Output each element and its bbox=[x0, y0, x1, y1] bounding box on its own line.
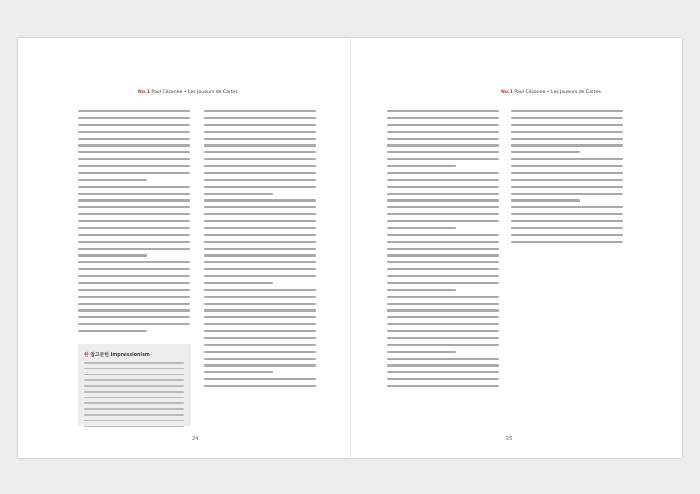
text-line bbox=[511, 234, 623, 236]
text-line bbox=[387, 303, 499, 305]
text-line bbox=[204, 351, 316, 353]
text-line bbox=[387, 289, 456, 291]
text-line bbox=[204, 151, 316, 153]
text-line bbox=[204, 385, 316, 387]
right-page bbox=[351, 38, 683, 458]
text-line bbox=[387, 364, 499, 366]
text-line bbox=[78, 131, 190, 133]
text-line bbox=[511, 131, 623, 133]
text-line bbox=[84, 374, 184, 376]
text-line bbox=[84, 420, 184, 422]
text-line bbox=[204, 138, 316, 140]
text-line bbox=[78, 234, 190, 236]
header-title: Paul Cézanne • Les Joueurs de Cartes bbox=[151, 90, 238, 95]
text-line bbox=[387, 213, 499, 215]
text-line bbox=[387, 330, 499, 332]
text-line bbox=[204, 364, 316, 366]
text-line bbox=[204, 261, 316, 263]
text-line bbox=[84, 408, 184, 410]
text-line bbox=[204, 124, 316, 126]
text-line bbox=[511, 138, 623, 140]
text-line bbox=[387, 358, 499, 360]
running-header bbox=[501, 90, 601, 95]
text-line bbox=[78, 323, 190, 325]
text-line bbox=[84, 402, 184, 404]
text-line bbox=[78, 303, 190, 305]
text-line bbox=[204, 268, 316, 270]
page-number: 24 bbox=[192, 436, 199, 442]
text-line bbox=[387, 337, 499, 339]
text-line bbox=[78, 124, 190, 126]
text-line bbox=[78, 172, 190, 174]
text-line bbox=[387, 206, 499, 208]
text-line bbox=[204, 165, 316, 167]
text-line bbox=[511, 193, 623, 195]
text-line bbox=[204, 234, 316, 236]
text-line bbox=[78, 254, 147, 256]
text-line bbox=[387, 220, 499, 222]
text-line bbox=[84, 426, 184, 428]
sidebar-title-mark: 한 bbox=[84, 353, 89, 358]
text-line bbox=[204, 323, 316, 325]
text-line bbox=[387, 254, 499, 256]
text-line bbox=[204, 206, 316, 208]
text-line bbox=[204, 358, 316, 360]
text-line bbox=[387, 275, 499, 277]
text-line bbox=[511, 206, 623, 208]
text-line bbox=[387, 158, 499, 160]
text-line bbox=[387, 165, 456, 167]
sidebar-text bbox=[84, 362, 184, 431]
text-line bbox=[387, 378, 499, 380]
text-line bbox=[204, 254, 316, 256]
text-line bbox=[78, 248, 190, 250]
sidebar-title bbox=[84, 351, 150, 358]
text-line bbox=[387, 248, 499, 250]
text-line bbox=[204, 117, 316, 119]
text-line bbox=[78, 261, 190, 263]
text-line bbox=[78, 158, 190, 160]
text-line bbox=[84, 391, 184, 393]
text-line bbox=[78, 220, 190, 222]
text-line bbox=[78, 110, 190, 112]
text-line bbox=[387, 186, 499, 188]
text-line bbox=[204, 227, 316, 229]
text-line bbox=[78, 138, 190, 140]
text-line bbox=[204, 199, 316, 201]
text-line bbox=[387, 110, 499, 112]
body-column-1 bbox=[387, 110, 499, 392]
text-line bbox=[387, 282, 499, 284]
text-line bbox=[78, 289, 190, 291]
text-line bbox=[84, 414, 184, 416]
text-line bbox=[387, 144, 499, 146]
text-line bbox=[78, 206, 190, 208]
text-line bbox=[78, 309, 190, 311]
text-line bbox=[204, 289, 316, 291]
text-line bbox=[84, 397, 184, 399]
text-line bbox=[204, 213, 316, 215]
text-line bbox=[204, 131, 316, 133]
text-line bbox=[84, 368, 184, 370]
text-line bbox=[78, 227, 190, 229]
text-line bbox=[387, 296, 499, 298]
text-line bbox=[78, 151, 190, 153]
header-number: No.1 bbox=[501, 90, 513, 95]
text-line bbox=[204, 275, 316, 277]
text-line bbox=[78, 193, 190, 195]
text-line bbox=[78, 199, 190, 201]
text-line bbox=[204, 316, 316, 318]
text-line bbox=[511, 186, 623, 188]
text-line bbox=[387, 351, 456, 353]
body-column-1 bbox=[78, 110, 190, 337]
text-line bbox=[204, 296, 316, 298]
text-line bbox=[78, 268, 190, 270]
text-line bbox=[78, 213, 190, 215]
text-line bbox=[387, 309, 499, 311]
text-line bbox=[387, 241, 499, 243]
text-line bbox=[387, 234, 499, 236]
text-line bbox=[204, 330, 316, 332]
text-line bbox=[511, 144, 623, 146]
text-line bbox=[204, 220, 316, 222]
text-line bbox=[387, 151, 499, 153]
text-line bbox=[78, 144, 190, 146]
sidebar-box bbox=[78, 344, 191, 426]
text-line bbox=[78, 179, 147, 181]
page-number: 25 bbox=[506, 436, 513, 442]
text-line bbox=[387, 316, 499, 318]
body-column-2 bbox=[204, 110, 316, 392]
text-line bbox=[78, 296, 190, 298]
text-line bbox=[387, 323, 499, 325]
text-line bbox=[78, 186, 190, 188]
text-line bbox=[204, 110, 316, 112]
text-line bbox=[204, 309, 316, 311]
header-number: No.1 bbox=[138, 90, 150, 95]
text-line bbox=[204, 193, 273, 195]
text-line bbox=[511, 158, 623, 160]
text-line bbox=[84, 385, 184, 387]
text-line bbox=[204, 344, 316, 346]
text-line bbox=[84, 362, 184, 364]
text-line bbox=[511, 151, 580, 153]
text-line bbox=[204, 303, 316, 305]
text-line bbox=[387, 261, 499, 263]
text-line bbox=[511, 213, 623, 215]
text-line bbox=[204, 158, 316, 160]
sidebar-title-text: 참고문헌 Impressionism bbox=[90, 353, 150, 358]
text-line bbox=[511, 110, 623, 112]
text-line bbox=[204, 179, 316, 181]
text-line bbox=[387, 344, 499, 346]
text-line bbox=[78, 282, 190, 284]
text-line bbox=[204, 371, 273, 373]
text-line bbox=[511, 172, 623, 174]
text-line bbox=[511, 165, 623, 167]
text-line bbox=[387, 179, 499, 181]
text-line bbox=[204, 241, 316, 243]
running-header bbox=[138, 90, 238, 95]
text-line bbox=[511, 220, 623, 222]
text-line bbox=[511, 199, 580, 201]
text-line bbox=[84, 379, 184, 381]
text-line bbox=[78, 330, 147, 332]
text-line bbox=[204, 337, 316, 339]
text-line bbox=[511, 227, 623, 229]
text-line bbox=[387, 199, 499, 201]
text-line bbox=[387, 371, 499, 373]
text-line bbox=[78, 165, 190, 167]
text-line bbox=[204, 282, 273, 284]
text-line bbox=[78, 316, 190, 318]
text-line bbox=[78, 117, 190, 119]
text-line bbox=[78, 275, 190, 277]
text-line bbox=[204, 144, 316, 146]
text-line bbox=[387, 138, 499, 140]
header-title: Paul Cézanne • Les Joueurs de Cartes bbox=[514, 90, 601, 95]
text-line bbox=[204, 172, 316, 174]
text-line bbox=[204, 378, 316, 380]
text-line bbox=[511, 179, 623, 181]
text-line bbox=[387, 124, 499, 126]
book-spread bbox=[18, 38, 682, 458]
text-line bbox=[387, 268, 499, 270]
text-line bbox=[387, 193, 499, 195]
left-page bbox=[18, 38, 350, 458]
text-line bbox=[387, 117, 499, 119]
text-line bbox=[387, 385, 499, 387]
text-line bbox=[387, 172, 499, 174]
text-line bbox=[204, 186, 316, 188]
text-line bbox=[204, 248, 316, 250]
body-column-2 bbox=[511, 110, 623, 248]
text-line bbox=[511, 124, 623, 126]
text-line bbox=[387, 227, 456, 229]
text-line bbox=[511, 117, 623, 119]
text-line bbox=[511, 241, 623, 243]
text-line bbox=[387, 131, 499, 133]
text-line bbox=[78, 241, 190, 243]
